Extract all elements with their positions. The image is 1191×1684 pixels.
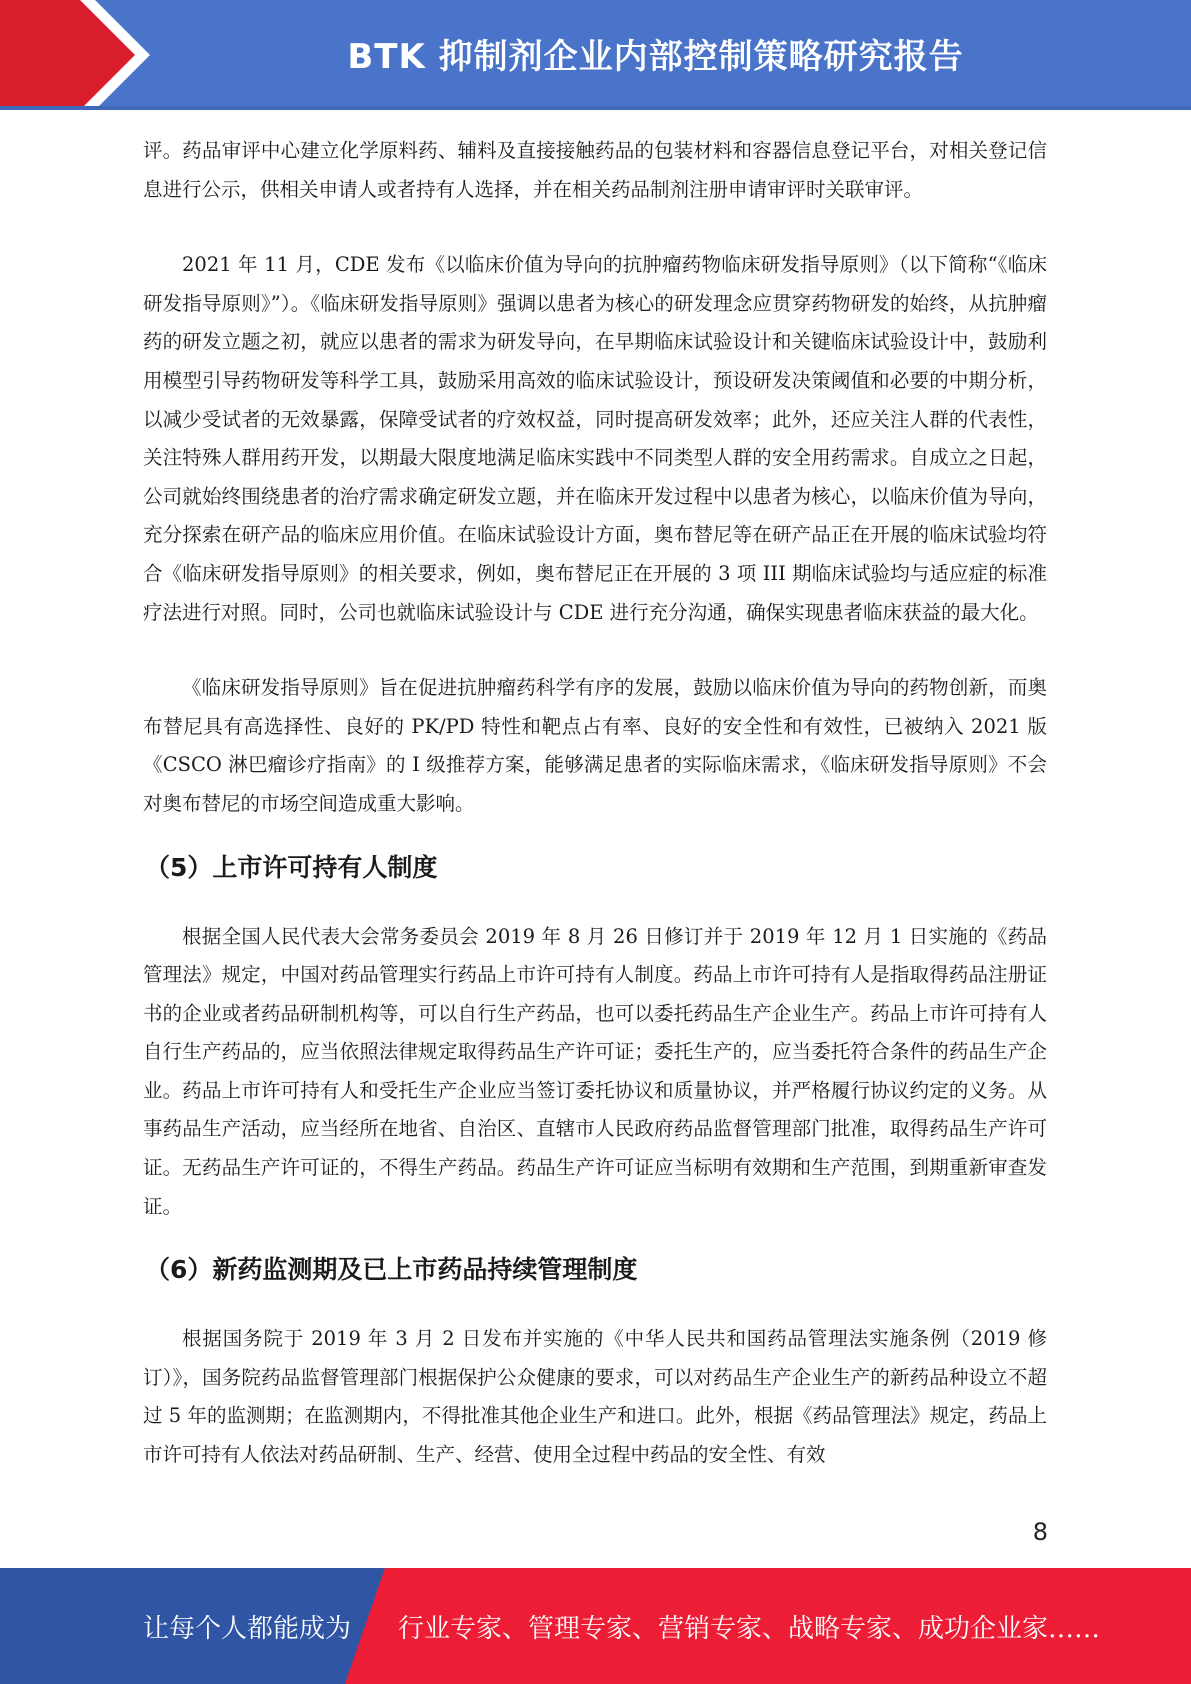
footer-slogan-left: 让每个人都能成为 [143,1613,352,1644]
section-heading-6: （6）新药监测期及已上市药品持续管理制度 [145,1255,638,1285]
paragraph-mah-system: 根据全国人民代表大会常务委员会 2019 年 8 月 26 日修订并于 2019 年 12 月 1 日实施的《药品管理法》规定，中国对药品管理实行药品上市许可持有人制度。药品上市许可持有人是指取得药品注册证书的企业或者药品研制机构等，可以自行生产药品，也可以委托药品生产企业生产。药品上市许可持有人自行生产药品的，应当依照法律规定取得药品生产许可证；委托生产的，应当委托符合条件的药品生产企业。药品上市许可持有人和受托生产企业应当签订委托协议和质量协议，并严格履行协议约定的义务。从事药品生产活动，应当经所在地省、自治区、直辖市人民政府药品监督管理部门批准，取得药品生产许可证。无药品生产许可证的，不得生产药品。药品生产许可证应当标明有效期和生产范围，到期重新审查发证。 [143,924,1047,1218]
paragraph-cde-guideline: 2021 年 11 月，CDE 发布《以临床价值为导向的抗肿瘤药物临床研发指导原则》（以下简称“《临床研发指导原则》”）。《临床研发指导原则》强调以患者为核心的研发理念应贯穿药物研发的始终，从抗肿瘤药的研发立题之初，就应以患者的需求为研发导向，在早期临床试验设计和关键临床试验设计中，鼓励利用模型引导药物研发等科学工具，鼓励采用高效的临床试验设计，预设研发决策阈值和必要的中期分析，以减少受试者的无效暴露，保障受试者的疗效权益，同时提高研发效率；此外，还应关注人群的代表性，关注特殊人群用药开发，以期最大限度地满足临床实践中不同类型人群的安全用药需求。自成立之日起，公司就始终围绕患者的治疗需求确定研发立题，并在临床开发过程中以患者为核心，以临床价值为导向，充分探索在研产品的临床应用价值。在临床试验设计方面，奥布替尼等在研产品正在开展的临床试验均符合《临床研发指导原则》的相关要求，例如，奥布替尼正在开展的 3 项 III 期临床试验均与适应症的标准疗法进行对照。同时，公司也就临床试验设计与 CDE 进行充分沟通，确保实现患者临床获益的最大化。 [143,253,1047,624]
paragraph-monitoring-period: 根据国务院于 2019 年 3 月 2 日发布并实施的《中华人民共和国药品管理法实施条例（2019 修订）》，国务院药品监督管理部门根据保护公众健康的要求，可以对药品生产企业生产的新药品种设立不超过 5 年的监测期；在监测期内，不得批准其他企业生产和进口。此外，根据《药品管理法》规定，药品上市许可持有人依法对药品研制、生产、经营、使用全过程中药品的安全性、有效 [143,1327,1047,1467]
paragraph-continued: 评。药品审评中心建立化学原料药、辅料及直接接触药品的包装材料和容器信息登记平台，对相关登记信息进行公示，供相关申请人或者持有人选择，并在相关药品制剂注册申请审评时关联审评。 [143,139,1047,201]
report-title: BTK 抑制剂企业内部控制策略研究报告 [347,36,964,77]
paragraph-guideline-impact: 《临床研发指导原则》旨在促进抗肿瘤药科学有序的发展，鼓励以临床价值为导向的药物创新，而奥布替尼具有高选择性、良好的 PK/PD 特性和靶点占有率、良好的安全性和有效性，已被纳入 2021 版《CSCO 淋巴瘤诊疗指南》的 I 级推荐方案，能够满足患者的实际临床需求，《临床研发指导原则》不会对奥布替尼的市场空间造成重大影响。 [143,676,1047,815]
footer-banner [0,1568,1191,1684]
header-banner [0,0,1191,110]
section-heading-5: （5）上市许可持有人制度 [145,852,438,882]
page-number: 8 [1032,1518,1048,1546]
page-body [143,132,1047,1475]
footer-slogan-right: 行业专家、管理专家、营销专家、战略专家、成功企业家…… [398,1613,1101,1644]
